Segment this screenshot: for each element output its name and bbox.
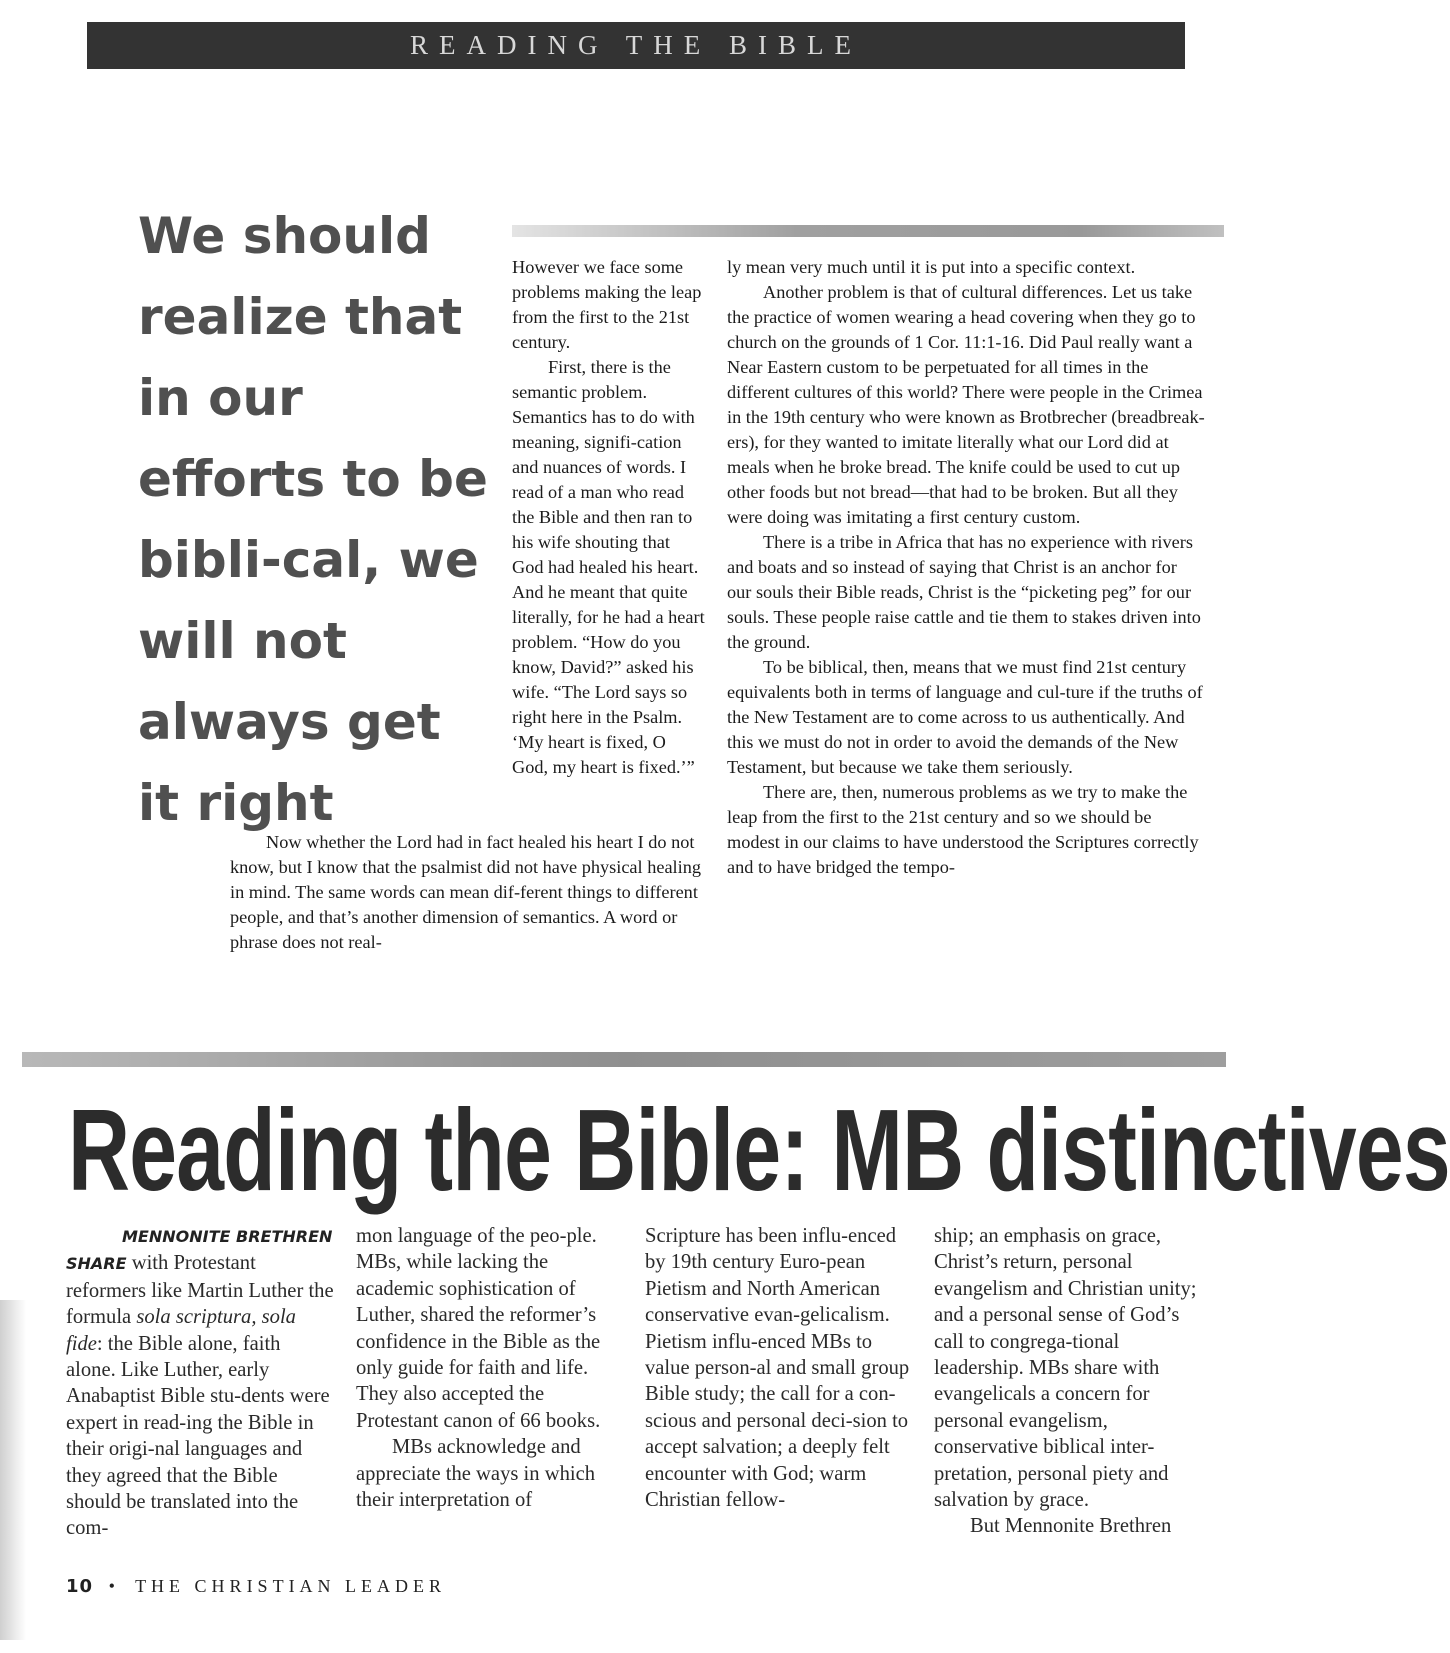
top-divider-rule (512, 225, 1224, 237)
paragraph: Scripture has been influ-enced by 19th century Euro-pean Pietism and North American conservative evan-gelicalism. Pietism influ-enced MBs to value person-al and small group Bible study; the call for a con-scious and personal deci-sion to accept salvation; a deeply felt encounter with God; warm Christian fellow- (645, 1225, 910, 1512)
paragraph: ship; an emphasis on grace, Christ’s return, personal evangelism and Christian unity; and a personal sense of God’s call to congrega-tional leadership. MBs share with evangelicals a concern for personal evangelism, conservative biblical inter-pretation, personal piety and salvation by grace. (934, 1225, 1197, 1512)
top-article-column-1-wide (230, 830, 706, 955)
paragraph (66, 1223, 334, 1542)
scan-shadow (0, 1300, 26, 1640)
paragraph: There is a tribe in Africa that has no experience with rivers and boats and so instead of saying that Christ is an anchor for our souls their Bible reads, Christ is the “picketing peg” for our souls. These people raise cattle and tie them to stakes driven into the ground. (727, 532, 1201, 652)
paragraph: There are, then, numerous problems as we try to make the leap from the first to the 21st century and so we should be modest in our claims to have understood the Scriptures correctly and to have bridged the tempo- (727, 782, 1199, 877)
page-footer (66, 1576, 446, 1597)
paragraph: mon language of the peo-ple. MBs, while lacking the academic sophistication of Luther, shared the reformer’s confidence in the Bible as the only guide for faith and life. They also accepted the Protestant canon of 66 books. (356, 1225, 601, 1432)
pull-quote: We should realize that in our efforts to be bibli-cal, we will not always get it right (138, 207, 488, 832)
lead-in: MENNONITE BRETHREN SHARE (66, 1227, 333, 1274)
paragraph-body: with Protestant reformers like Martin Luther the formula sola scriptura, sola fide: the Bible alone, faith alone. Like Luther, early Anabaptist Bible stu-dents were expert in read-ing the Bible in their origi-nal languages and they agreed that the Bible should be translated into the com- (66, 1252, 334, 1540)
paragraph: First, there is the semantic problem. Semantics has to do with meaning, signifi-cation and nuances of words. I read of a man who read the Bible and then ran to his wife shouting that God had healed his heart. And he meant that quite literally, for he had a heart problem. “How do you know, David?” asked his wife. “The Lord says so right here in the Psalm. ‘My heart is fixed, O God, my heart is fixed.’” (512, 357, 705, 777)
top-article-column-1 (512, 255, 705, 780)
bottom-article-column-1 (66, 1223, 334, 1542)
bottom-article-column-2 (356, 1223, 626, 1513)
paragraph: Now whether the Lord had in fact healed his heart I do not know, but I know that the psalmist did not have physical healing in mind. The same words can mean dif-ferent things to different people, and that’s another dimension of semantics. A word or phrase does not real- (230, 832, 702, 952)
bottom-article-column-3 (645, 1223, 913, 1513)
footer-separator: • (108, 1576, 120, 1596)
paragraph: But Mennonite Brethren (970, 1515, 1172, 1538)
publication-name: THE CHRISTIAN LEADER (135, 1576, 447, 1596)
top-article-column-2 (727, 255, 1205, 880)
bottom-article-column-4 (934, 1223, 1206, 1540)
article-headline: Reading the Bible: MB distinctives (68, 1085, 1450, 1215)
section-banner-title: READING THE BIBLE (410, 30, 862, 60)
paragraph: MBs acknowledge and appreciate the ways in which their interpretation of (356, 1436, 596, 1512)
paragraph: However we face some problems making the leap from the first to the 21st century. (512, 257, 702, 352)
page-number: 10 (66, 1576, 94, 1597)
paragraph: ly mean very much until it is put into a specific context. (727, 257, 1136, 277)
section-banner (87, 22, 1185, 69)
paragraph: Another problem is that of cultural differences. Let us take the practice of women wearing a head covering when they go to church on the grounds of 1 Cor. 11:1-16. Did Paul really want a Near Eastern custom to be perpetuated for all times in the different cultures of this world? There were people in the Crimea in the 19th century who were known as Brotbrecher (breadbreak-ers), for they wanted to imitate literally what our Lord did at meals when he broke bread. The knife could be used to cut up other foods but not bread—that had to be broken. But all they were doing was imitating a first century custom. (727, 282, 1205, 527)
section-divider-rule (22, 1052, 1226, 1067)
paragraph: To be biblical, then, means that we must find 21st century equivalents both in terms of language and cul-ture if the truths of the New Testament are to come across to us authentically. And this we must do not in order to avoid the demands of the New Testament, but because we take them seriously. (727, 657, 1203, 777)
